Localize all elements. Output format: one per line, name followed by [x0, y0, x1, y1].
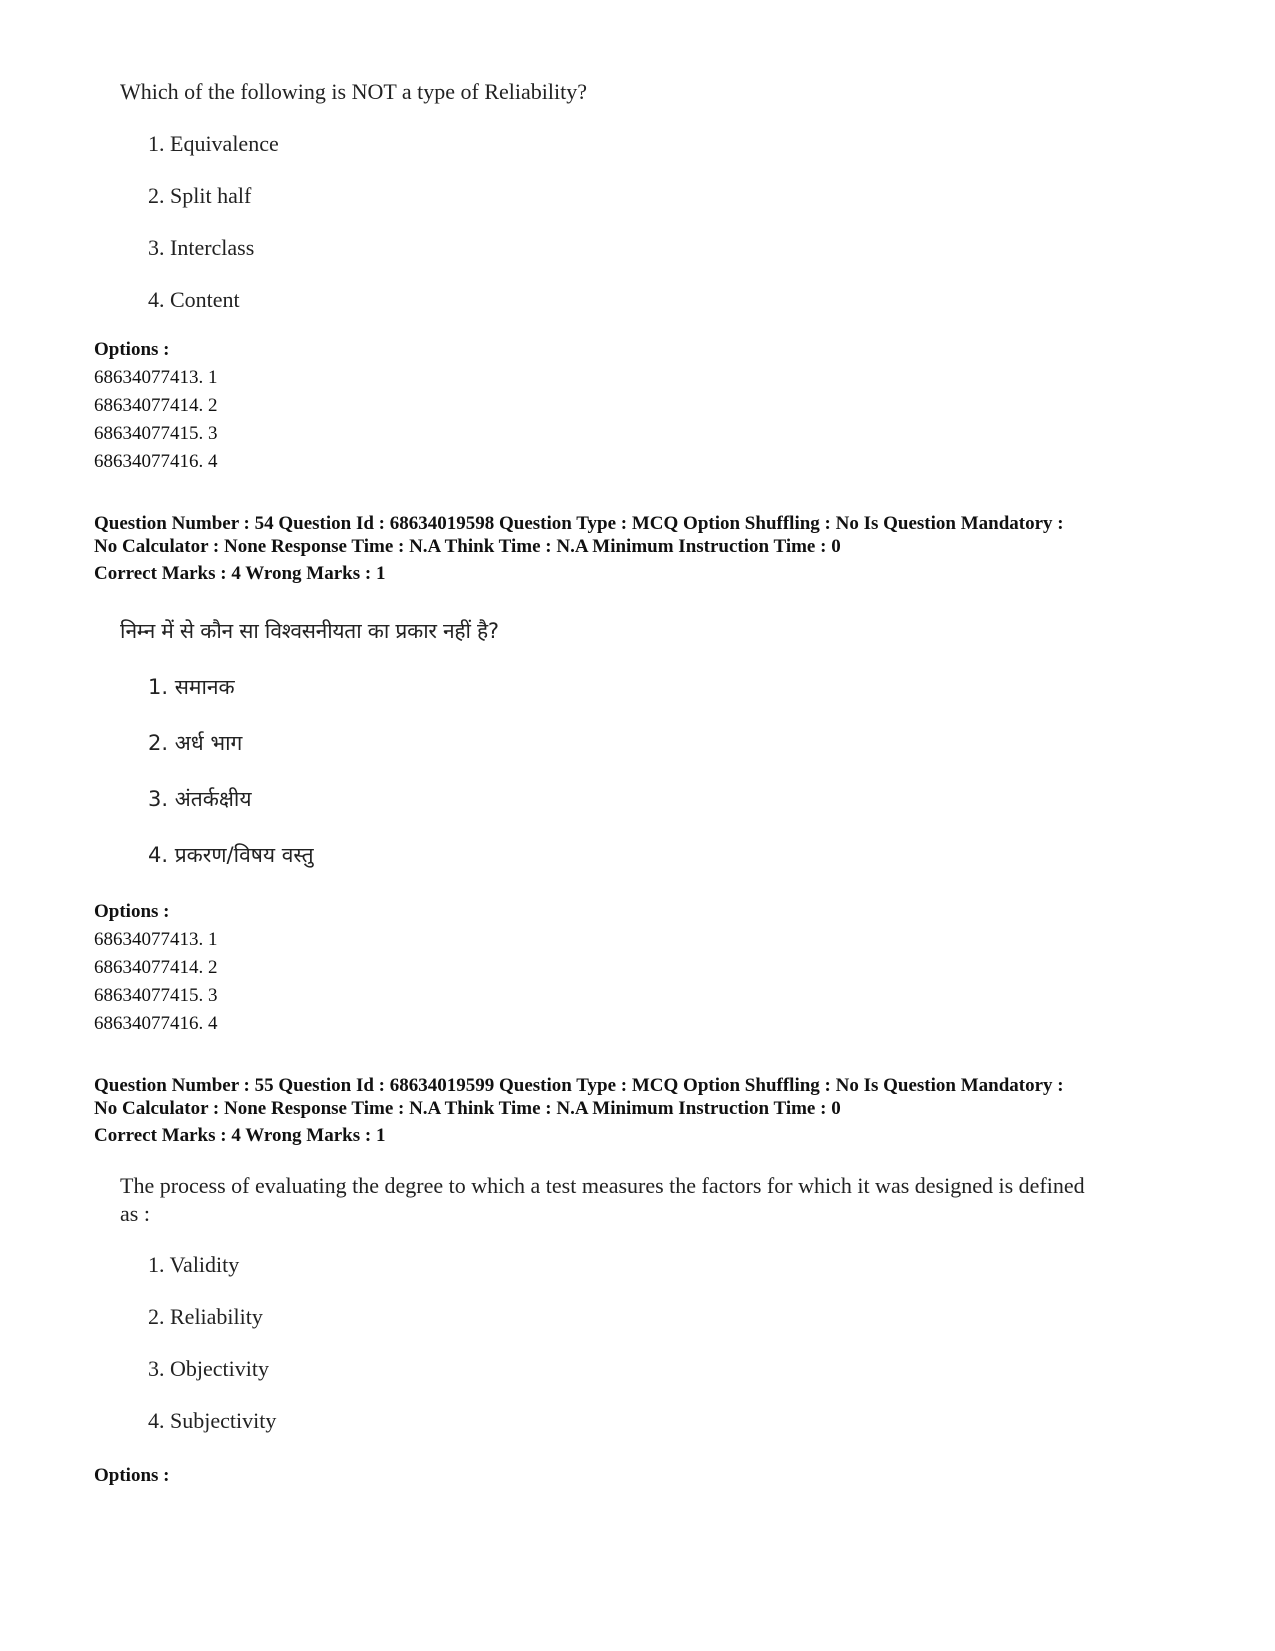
option-id-line: 68634077413. 1	[94, 367, 218, 388]
question-meta-line: Question Number : 55 Question Id : 68634019599 Question Type : MCQ Option Shuffling : No Is Question Mandatory :	[94, 1075, 1064, 1096]
choice-item: 3. अंतर्कक्षीय	[148, 787, 252, 811]
choice-item: 4. प्रकरण/विषय वस्तु	[148, 843, 314, 867]
option-id-line: 68634077416. 4	[94, 1013, 218, 1034]
options-label: Options :	[94, 901, 170, 922]
question-text: Which of the following is NOT a type of Reliability?	[120, 79, 587, 104]
option-id-line: 68634077414. 2	[94, 957, 218, 978]
option-id-line: 68634077416. 4	[94, 451, 218, 472]
question-meta-line: Question Number : 54 Question Id : 68634019598 Question Type : MCQ Option Shuffling : No Is Question Mandatory :	[94, 513, 1064, 534]
choice-item: 2. अर्ध भाग	[148, 731, 243, 755]
choice-item: 1. समानक	[148, 675, 235, 699]
choice-item: 1. Validity	[148, 1252, 240, 1277]
question-text: The process of evaluating the degree to which a test measures the factors for which it was designed is defined	[120, 1173, 1085, 1198]
question-meta-line: No Calculator : None Response Time : N.A Think Time : N.A Minimum Instruction Time : 0	[94, 536, 841, 557]
marks-line: Correct Marks : 4 Wrong Marks : 1	[94, 1125, 386, 1146]
choice-item: 3. Interclass	[148, 235, 255, 260]
options-label: Options :	[94, 339, 170, 360]
choice-item: 3. Objectivity	[148, 1356, 269, 1381]
choice-item: 4. Content	[148, 287, 240, 312]
option-id-line: 68634077414. 2	[94, 395, 218, 416]
question-text-continued: as :	[120, 1201, 150, 1226]
choice-item: 2. Split half	[148, 183, 252, 208]
options-label: Options :	[94, 1465, 170, 1486]
option-id-line: 68634077415. 3	[94, 985, 218, 1006]
option-id-line: 68634077413. 1	[94, 929, 218, 950]
choice-item: 2. Reliability	[148, 1304, 263, 1329]
question-text: निम्न में से कौन सा विश्वसनीयता का प्रकार नहीं है?	[120, 619, 499, 643]
choice-item: 1. Equivalence	[148, 131, 279, 156]
question-meta-line: No Calculator : None Response Time : N.A Think Time : N.A Minimum Instruction Time : 0	[94, 1098, 841, 1119]
marks-line: Correct Marks : 4 Wrong Marks : 1	[94, 563, 386, 584]
option-id-line: 68634077415. 3	[94, 423, 218, 444]
choice-item: 4. Subjectivity	[148, 1408, 277, 1433]
